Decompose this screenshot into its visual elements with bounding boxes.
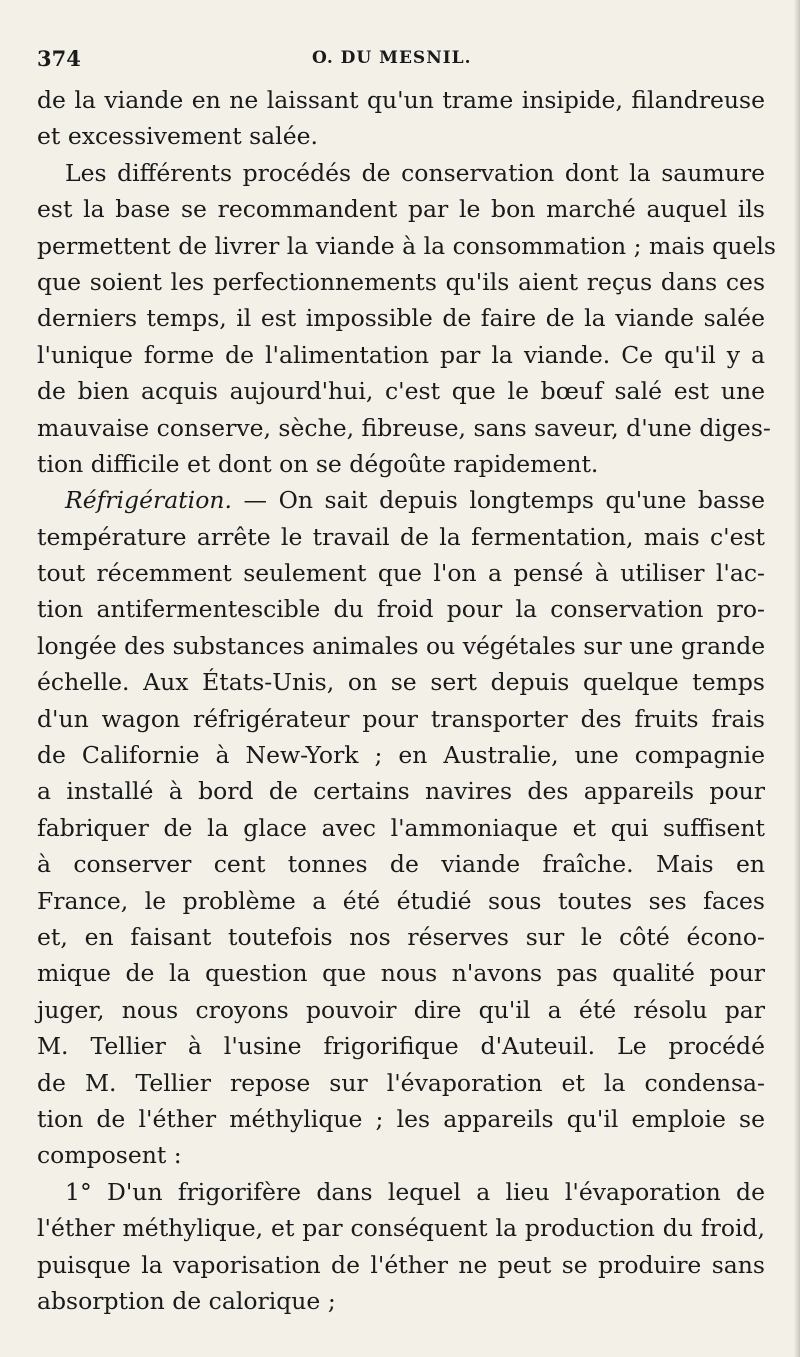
text-line: et, en faisant toutefois nos réserves sur le côté écono- (37, 922, 765, 951)
text-line: permettent de livrer la viande à la consommation ; mais quels (37, 231, 776, 260)
text-line: juger, nous croyons pouvoir dire qu'il a été résolu par (37, 995, 765, 1024)
text-line: composent : (37, 1141, 182, 1170)
text-line: et excessivement salée. (37, 122, 318, 151)
text-line: tion difficile et dont on se dégoûte rapidement. (37, 449, 599, 478)
text-line: tion antifermentescible du froid pour la conservation pro- (37, 595, 765, 624)
text-line: Les différents procédés de conservation dont la saumure (65, 158, 765, 187)
text-line: 1° D'un frigorifère dans lequel a lieu l'évaporation de (65, 1177, 765, 1206)
text-line: à conserver cent tonnes de viande fraîche. Mais en (37, 850, 765, 879)
text-line-with-heading (37, 482, 765, 518)
text-line: a installé à bord de certains navires des appareils pour (37, 777, 765, 806)
text-line: échelle. Aux États-Unis, on se sert depuis quelque temps (37, 668, 765, 697)
text-line: l'unique forme de l'alimentation par la viande. Ce qu'il y a (37, 340, 765, 369)
text-line: de Californie à New-York ; en Australie, une compagnie (37, 741, 765, 770)
text-line: longée des substances animales ou végétales sur une grande (37, 631, 766, 660)
text-line: est la base se recommandent par le bon marché auquel ils (37, 195, 765, 224)
text-line-rest: — On sait depuis longtemps qu'une basse (243, 486, 765, 515)
text-line: mauvaise conserve, sèche, fibreuse, sans saveur, d'une diges- (37, 413, 771, 442)
running-head: O. DU MESNIL. (312, 48, 472, 68)
text-line: puisque la vaporisation de l'éther ne peut se produire sans (37, 1250, 765, 1279)
text-line: absorption de calorique ; (37, 1286, 336, 1315)
text-line: fabriquer de la glace avec l'ammoniaque et qui suffisent (37, 813, 765, 842)
text-line: de bien acquis aujourd'hui, c'est que le bœuf salé est une (37, 377, 765, 406)
text-line: mique de la question que nous n'avons pas qualité pour (37, 959, 765, 988)
text-line: l'éther méthylique, et par conséquent la production du froid, (37, 1214, 765, 1243)
text-line: M. Tellier à l'usine frigorifique d'Auteuil. Le procédé (37, 1032, 765, 1061)
text-line: France, le problème a été étudié sous toutes ses faces (37, 886, 765, 915)
page-number: 374 (37, 46, 81, 71)
text-line: que soient les perfectionnements qu'ils aient reçus dans ces (37, 267, 765, 296)
text-line: tout récemment seulement que l'on a pensé à utiliser l'ac- (37, 559, 765, 588)
text-line: derniers temps, il est impossible de faire de la viande salée (37, 304, 765, 333)
text-line: de la viande en ne laissant qu'un trame insipide, filandreuse (37, 86, 765, 114)
body-text (37, 82, 776, 1319)
page-header (37, 46, 760, 76)
section-heading: Réfrigération. (65, 486, 232, 515)
text-line: de M. Tellier repose sur l'évaporation et la condensa- (37, 1068, 765, 1097)
text-line: d'un wagon réfrigérateur pour transporter des fruits frais (37, 704, 765, 733)
text-line: tion de l'éther méthylique ; les appareils qu'il emploie se (37, 1104, 765, 1133)
text-line: température arrête le travail de la fermentation, mais c'est (37, 522, 765, 551)
